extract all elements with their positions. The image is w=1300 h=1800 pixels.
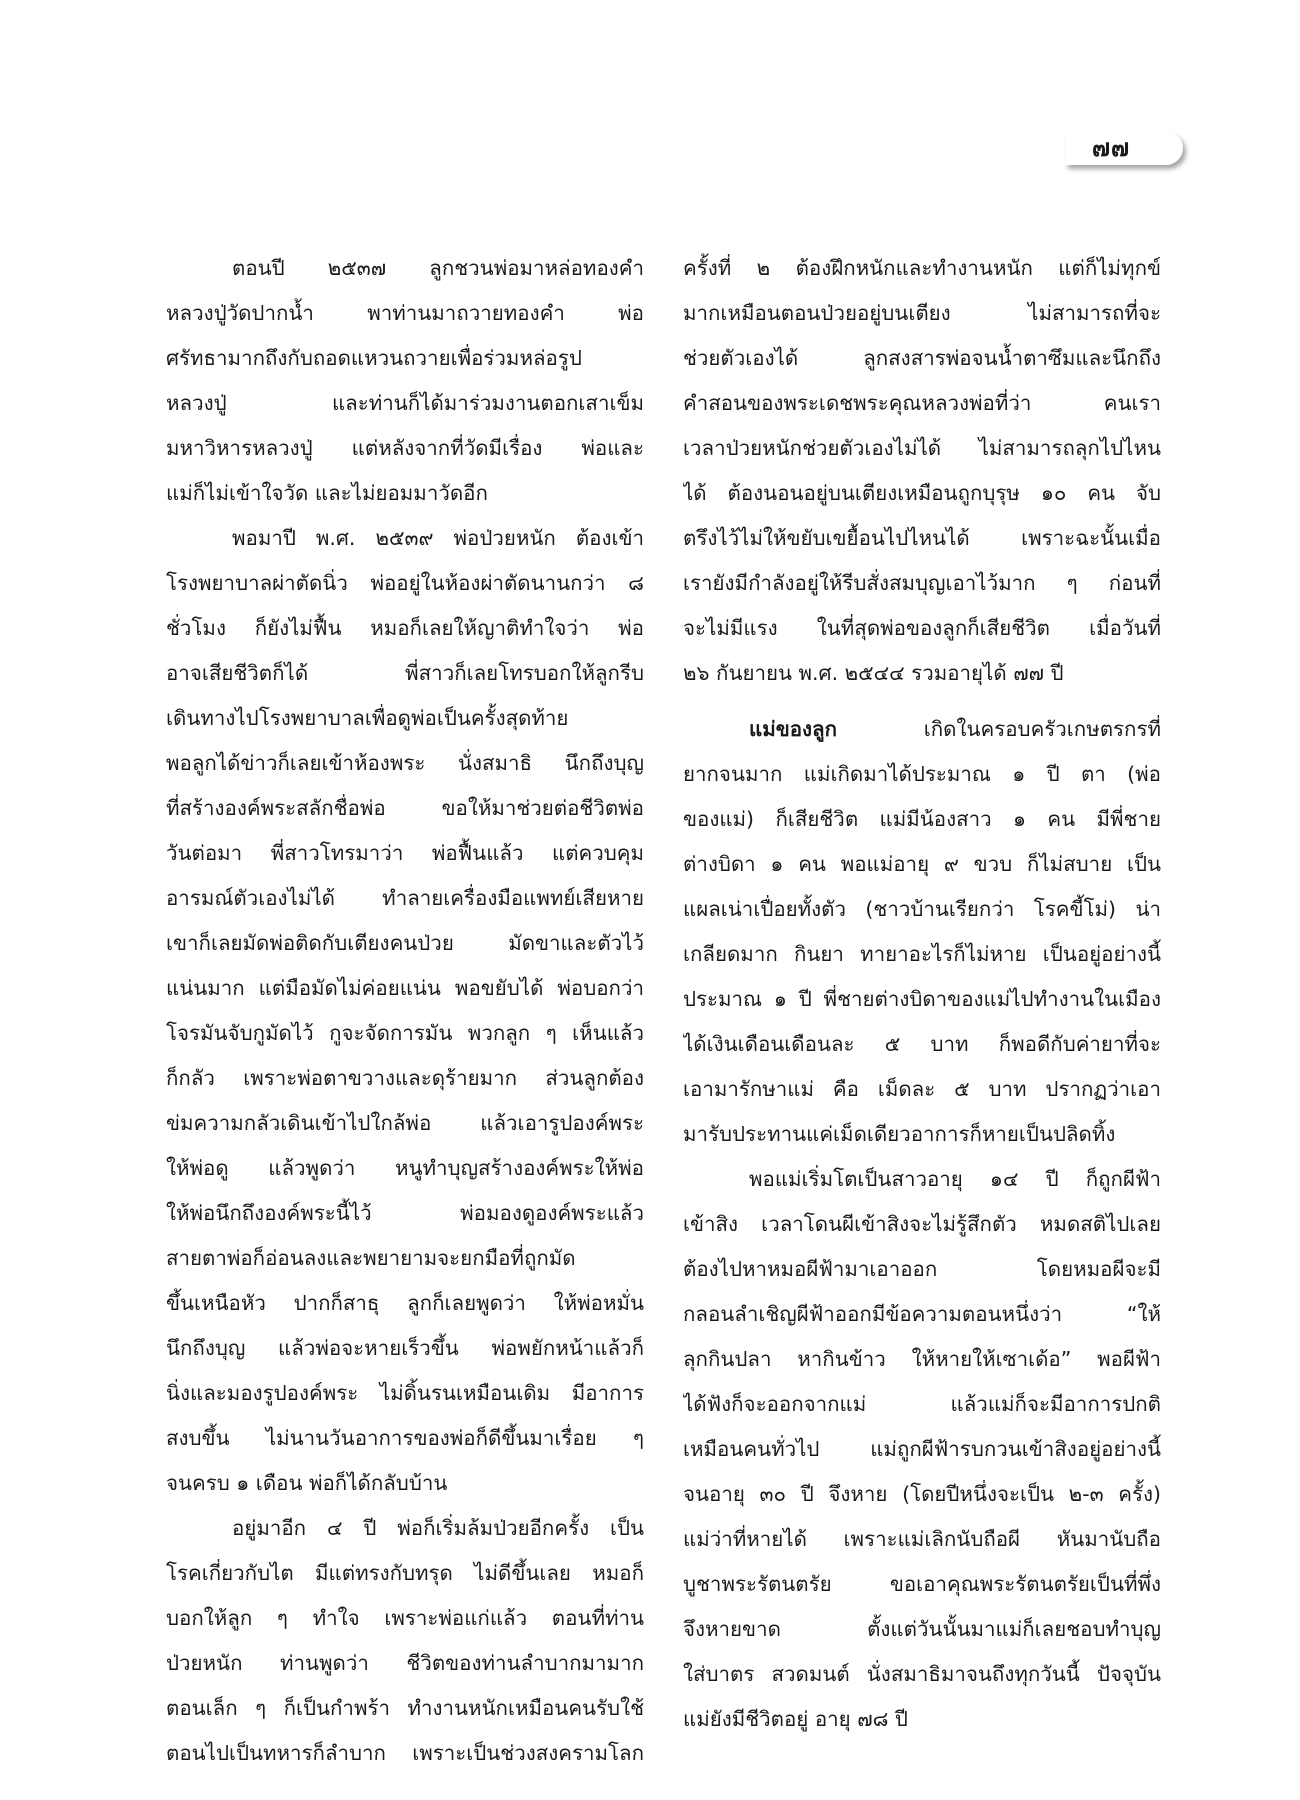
paragraph-line: ยากจนมาก แม่เกิดมาได้ประมาณ ๑ ปี ตา (พ่อ [683,762,1161,786]
paragraph-line: ได้ ต้องนอนอยู่บนเตียงเหมือนถูกบุรุษ ๑๐ คน จับ [683,481,1161,505]
paragraph-line: พอแม่เริ่มโตเป็นสาวอายุ ๑๔ ปี ก็ถูกผีฟ้า [749,1167,1161,1191]
right-column [683,246,1161,1742]
paragraph-line: มารับประทานแค่เม็ดเดียวอาการก็หายเป็นปลิดทิ้ง [683,1122,1116,1146]
paragraph-line: แผลเน่าเปื่อยทั้งตัว (ชาวบ้านเรียกว่า โรคขี้โม่) น่า [683,897,1161,921]
paragraph-line: ตอนไปเป็นทหารก็ลำบาก เพราะเป็นช่วงสงครามโลก [166,1741,644,1765]
page-number: ๗๗ [1092,134,1131,162]
paragraph-line: ต้องไปหาหมอผีฟ้ามาเอาออก โดยหมอผีจะมี [683,1257,1161,1281]
paragraph-line: ก็กลัว เพราะพ่อตาขวางและดุร้ายมาก ส่วนลูกต้อง [166,1066,644,1090]
paragraph-line: สายตาพ่อก็อ่อนลงและพยายามจะยกมือที่ถูกมัด [166,1246,576,1270]
paragraph-line: ต่างบิดา ๑ คน พอแม่อายุ ๙ ขวบ ก็ไม่สบาย เป็น [683,852,1161,876]
paragraph-line: พอมาปี พ.ศ. ๒๕๓๙ พ่อป่วยหนัก ต้องเข้า [232,526,644,550]
paragraph-line: เกลียดมาก กินยา ทายาอะไรก็ไม่หาย เป็นอยู่อย่างนี้ [683,942,1161,966]
paragraph-line: แม่ก็ไม่เข้าใจวัด และไม่ยอมมาวัดอีก [166,481,488,505]
paragraph-line: จะไม่มีแรง ในที่สุดพ่อของลูกก็เสียชีวิต เมื่อวันที่ [683,616,1161,640]
paragraph-line: เขาก็เลยมัดพ่อติดกับเตียงคนป่วย มัดขาและตัวไว้ [166,931,644,955]
paragraph-line: ตอนเล็ก ๆ ก็เป็นกำพร้า ทำงานหนักเหมือนคนรับใช้ [166,1696,644,1720]
paragraph-line: จึงหายขาด ตั้งแต่วันนั้นมาแม่ก็เลยชอบทำบุญ [683,1617,1161,1641]
paragraph-line: นึกถึงบุญ แล้วพ่อจะหายเร็วขึ้น พ่อพยักหน้าแล้วก็ [166,1336,644,1360]
paragraph-line: หลวงปู่วัดปากน้ำ พาท่านมาถวายทองคำ พ่อ [166,301,644,325]
paragraph-line: ๒๖ กันยายน พ.ศ. ๒๕๔๔ รวมอายุได้ ๗๗ ปี [683,661,1064,685]
paragraph-line: คำสอนของพระเดชพระคุณหลวงพ่อที่ว่า คนเรา [683,391,1161,415]
paragraph-line: ครั้งที่ ๒ ต้องฝึกหนักและทำงานหนัก แต่ก็ไม่ทุกข์ [683,256,1161,280]
paragraph-line: วันต่อมา พี่สาวโทรมาว่า พ่อฟื้นแล้ว แต่ควบคุม [166,841,644,865]
paragraph-line: สงบขึ้น ไม่นานวันอาการของพ่อก็ดีขึ้นมาเรื่อย ๆ [166,1426,644,1450]
paragraph-line: เหมือนคนทั่วไป แม่ถูกผีฟ้ารบกวนเข้าสิงอยู่อย่างนี้ [683,1437,1161,1461]
paragraph-line [683,707,1161,752]
paragraph-line: แม่ว่าที่หายได้ เพราะแม่เลิกนับถือผี หันมานับถือ [683,1527,1161,1551]
paragraph-line: อยู่มาอีก ๔ ปี พ่อก็เริ่มล้มป่วยอีกครั้ง เป็น [232,1516,644,1540]
paragraph-line: พอลูกได้ข่าวก็เลยเข้าห้องพระ นั่งสมาธิ นึกถึงบุญ [166,751,644,775]
paragraph-line: เรายังมีกำลังอยู่ให้รีบสั่งสมบุญเอาไว้มาก ๆ ก่อนที่ [683,571,1161,595]
paragraph-line: ของแม่) ก็เสียชีวิต แม่มีน้องสาว ๑ คน มีพี่ชาย [683,807,1161,831]
paragraph-line: ให้พ่อดู แล้วพูดว่า หนูทำบุญสร้างองค์พระให้พ่อ [166,1156,644,1180]
paragraph-line: เวลาป่วยหนักช่วยตัวเองไม่ได้ ไม่สามารถลุกไปไหน [683,436,1161,460]
paragraph-line: กลอนลำเชิญผีฟ้าออกมีข้อความตอนหนึ่งว่า “ให้ [683,1302,1161,1326]
paragraph-line: ได้เงินเดือนเดือนละ ๕ บาท ก็พอดีกับค่ายาที่จะ [683,1032,1161,1056]
paragraph-line: ให้พ่อนึกถึงองค์พระนี้ไว้ พ่อมองดูองค์พระแล้ว [166,1201,644,1225]
paragraph-line: อารมณ์ตัวเองไม่ได้ ทำลายเครื่องมือแพทย์เสียหาย [166,886,644,910]
paragraph-line: ที่สร้างองค์พระสลักชื่อพ่อ ขอให้มาช่วยต่อชีวิตพ่อ [166,796,644,820]
paragraph-line: บอกให้ลูก ๆ ทำใจ เพราะพ่อแก่แล้ว ตอนที่ท่าน [166,1606,644,1630]
paragraph-line: แม่ยังมีชีวิตอยู่ อายุ ๗๘ ปี [683,1707,908,1731]
paragraph-line: นิ่งและมองรูปองค์พระ ไม่ดิ้นรนเหมือนเดิม มีอาการ [166,1381,644,1405]
paragraph-line: ขึ้นเหนือหัว ปากก็สาธุ ลูกก็เลยพูดว่า ให้พ่อหมั่น [166,1291,644,1315]
left-column [166,246,644,1776]
paragraph-line: ลุกกินปลา หากินข้าว ให้หายให้เซาเด้อ” พอผีฟ้า [683,1347,1161,1371]
paragraph-line: ใส่บาตร สวดมนต์ นั่งสมาธิมาจนถึงทุกวันนี้ ปัจจุบัน [683,1662,1161,1686]
paragraph-line: ศรัทธามากถึงกับถอดแหวนถวายเพื่อร่วมหล่อรูป [166,346,582,370]
paragraph-line: ตอนปี ๒๕๓๗ ลูกชวนพ่อมาหล่อทองคำ [232,256,644,280]
paragraph-line: โรงพยาบาลผ่าตัดนิ่ว พ่ออยู่ในห้องผ่าตัดนานกว่า ๘ [166,571,644,595]
paragraph-line: ประมาณ ๑ ปี พี่ชายต่างบิดาของแม่ไปทำงานในเมือง [683,987,1161,1011]
paragraph-line: เอามารักษาแม่ คือ เม็ดละ ๕ บาท ปรากฏว่าเอา [683,1077,1161,1101]
paragraph-line: ข่มความกลัวเดินเข้าไปใกล้พ่อ แล้วเอารูปองค์พระ [166,1111,644,1135]
paragraph-line: เข้าสิง เวลาโดนผีเข้าสิงจะไม่รู้สึกตัว หมดสติไปเลย [683,1212,1161,1236]
paragraph-line: บูชาพระรัตนตรัย ขอเอาคุณพระรัตนตรัยเป็นที่พึ่ง [683,1572,1161,1596]
paragraph-line: ตรึงไว้ไม่ให้ขยับเขยื้อนไปไหนได้ เพราะฉะนั้นเมื่อ [683,526,1161,550]
paragraph-line: อาจเสียชีวิตก็ได้ พี่สาวก็เลยโทรบอกให้ลูกรีบ [166,661,644,685]
paragraph-line: มหาวิหารหลวงปู่ แต่หลังจากที่วัดมีเรื่อง พ่อและ [166,436,644,460]
paragraph-line: ป่วยหนัก ท่านพูดว่า ชีวิตของท่านลำบากมามาก [166,1651,644,1675]
section-heading: แม่ของลูก [749,717,838,741]
paragraph-line: จนอายุ ๓๐ ปี จึงหาย (โดยปีหนึ่งจะเป็น ๒-๓ ครั้ง) [683,1482,1161,1506]
paragraph-line: มากเหมือนตอนป่วยอยู่บนเตียง ไม่สามารถที่จะ [683,301,1161,325]
paragraph-line: เดินทางไปโรงพยาบาลเพื่อดูพ่อเป็นครั้งสุดท้าย [166,706,569,730]
paragraph-line: ช่วยตัวเองได้ ลูกสงสารพ่อจนน้ำตาซึมและนึกถึง [683,346,1161,370]
paragraph-line: โจรมันจับกูมัดไว้ กูจะจัดการมัน พวกลูก ๆ เห็นแล้ว [166,1021,644,1045]
paragraph-line: หลวงปู่ และท่านก็ได้มาร่วมงานตอกเสาเข็ม [166,391,644,415]
paragraph-text: เกิดในครอบครัวเกษตรกรที่ [923,717,1161,741]
paragraph-line: จนครบ ๑ เดือน พ่อก็ได้กลับบ้าน [166,1471,448,1495]
paragraph-line: ได้ฟังก็จะออกจากแม่ แล้วแม่ก็จะมีอาการปกติ [683,1392,1161,1416]
paragraph-line: แน่นมาก แต่มือมัดไม่ค่อยแน่น พอขยับได้ พ่อบอกว่า [166,976,644,1000]
paragraph-line: โรคเกี่ยวกับไต มีแต่ทรงกับทรุด ไม่ดีขึ้นเลย หมอก็ [166,1561,644,1585]
paragraph-line: ชั่วโมง ก็ยังไม่ฟื้น หมอก็เลยให้ญาติทำใจว่า พ่อ [166,616,644,640]
